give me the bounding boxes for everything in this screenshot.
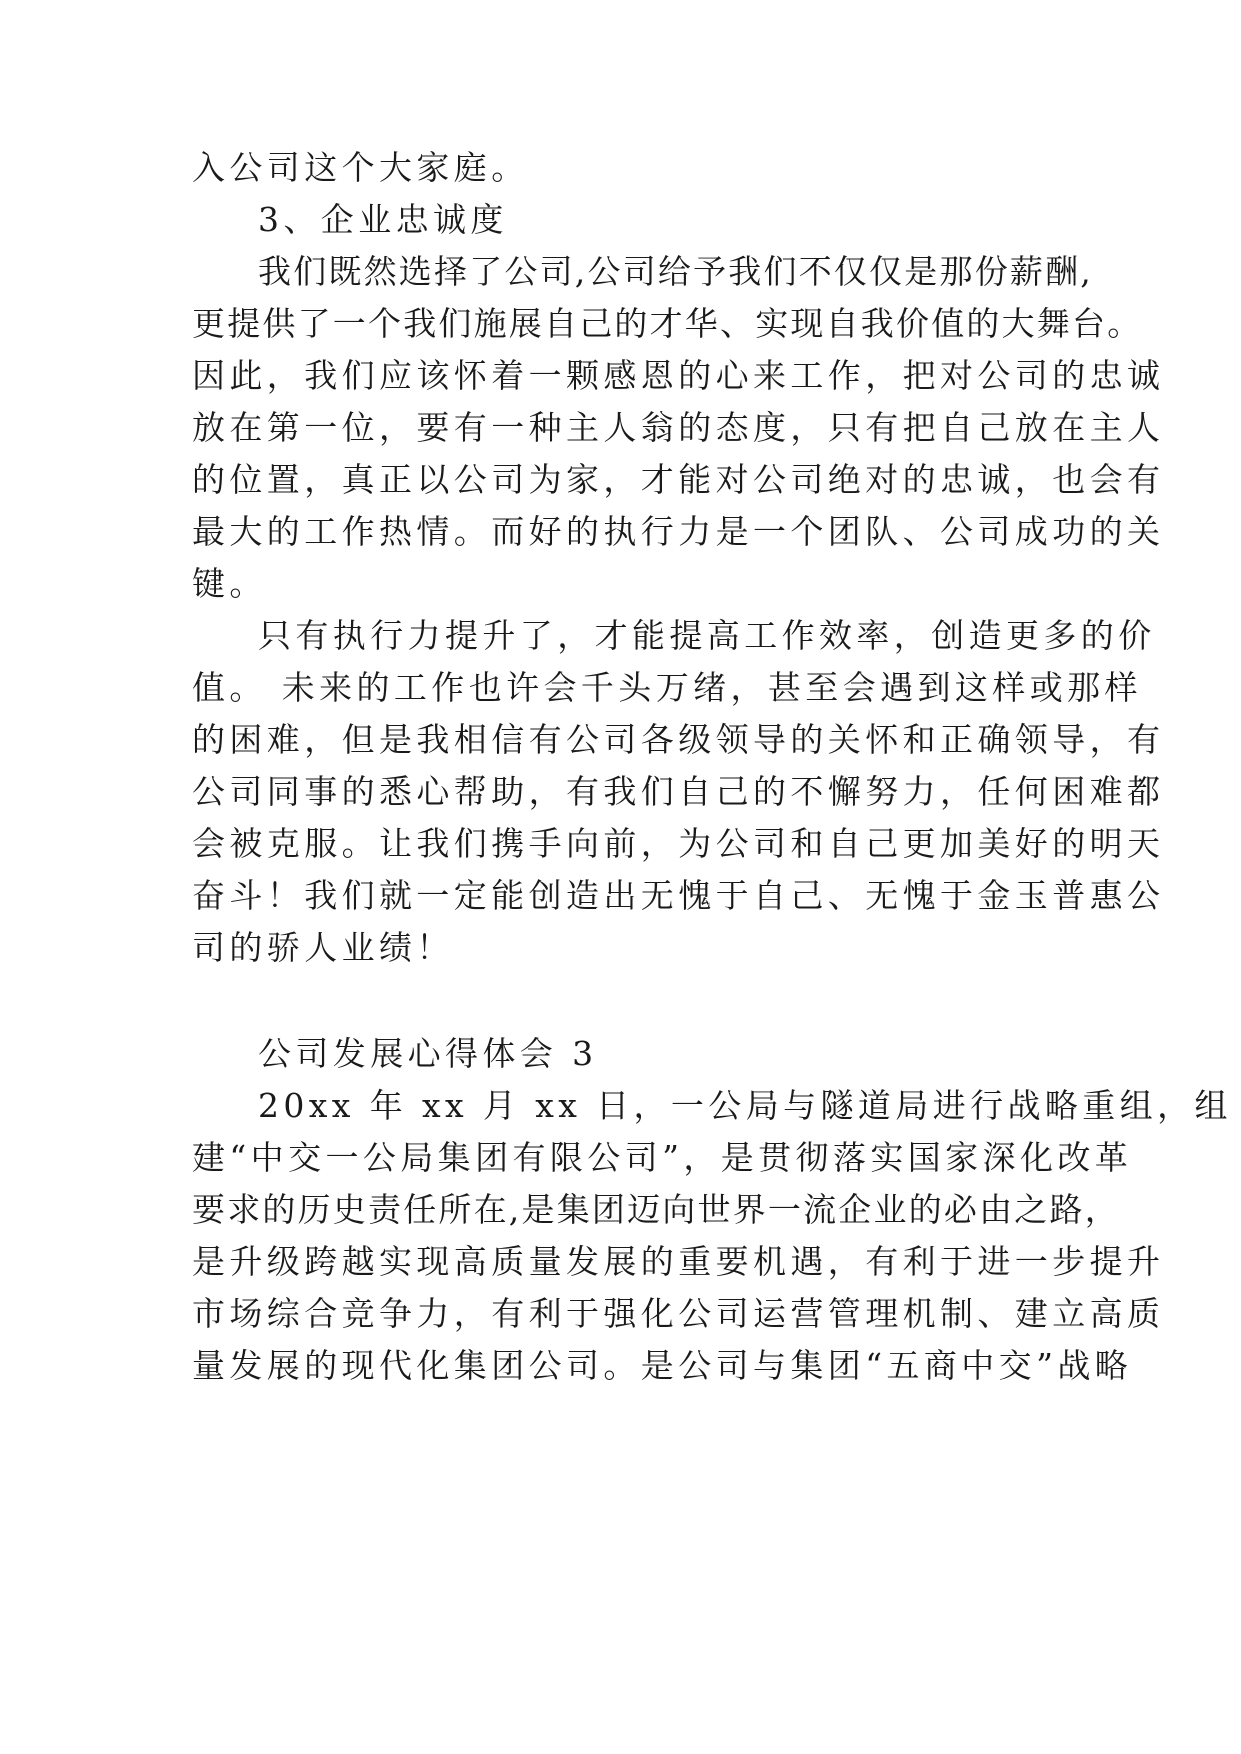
text-line: 因此，我们应该怀着一颗感恩的心来工作，把对公司的忠诚: [192, 356, 1165, 395]
text-line: 建“中交一公局集团有限公司”，是贯彻落实国家深化改革: [192, 1138, 1133, 1177]
text-line: 放在第一位，要有一种主人翁的态度，只有把自己放在主人: [192, 408, 1165, 447]
text-line: 入公司这个大家庭。: [192, 148, 529, 187]
text-line: 更提供了一个我们施展自己的才华、实现自我价值的大舞台。: [192, 304, 1143, 343]
text-line: 的困难，但是我相信有公司各级领导的关怀和正确领导，有: [192, 720, 1165, 759]
text-line: 20xx 年 xx 月 xx 日，一公局与隧道局进行战略重组，组: [258, 1086, 1232, 1125]
text-line: 市场综合竞争力，有利于强化公司运营管理机制、建立高质: [192, 1294, 1165, 1333]
text-line: 量发展的现代化集团公司。是公司与集团“五商中交”战略: [192, 1346, 1133, 1385]
text-line: 会被克服。让我们携手向前，为公司和自己更加美好的明天: [192, 824, 1165, 863]
text-line: 要求的历史责任所在,是集团迈向世界一流企业的必由之路，: [192, 1190, 1120, 1229]
text-line: 是升级跨越实现高质量发展的重要机遇，有利于进一步提升: [192, 1242, 1165, 1281]
text-line: 的位置，真正以公司为家，才能对公司绝对的忠诚，也会有: [192, 460, 1165, 499]
section-heading: 3、企业忠诚度: [258, 200, 508, 239]
text-line: 键。: [192, 564, 267, 603]
section-title: 公司发展心得体会 3: [258, 1034, 598, 1073]
text-line: 我们既然选择了公司,公司给予我们不仅仅是那份薪酬,: [258, 252, 1093, 291]
text-line: 司的骄人业绩！: [192, 928, 454, 967]
text-line: 值。 未来的工作也许会千头万绪，甚至会遇到这样或那样: [192, 668, 1142, 707]
text-line: 只有执行力提升了，才能提高工作效率，创造更多的价: [258, 616, 1156, 655]
text-line: 最大的工作热情。而好的执行力是一个团队、公司成功的关: [192, 512, 1165, 551]
text-line: 奋斗！我们就一定能创造出无愧于自己、无愧于金玉普惠公: [192, 876, 1165, 915]
text-line: 公司同事的悉心帮助，有我们自己的不懈努力，任何困难都: [192, 772, 1165, 811]
